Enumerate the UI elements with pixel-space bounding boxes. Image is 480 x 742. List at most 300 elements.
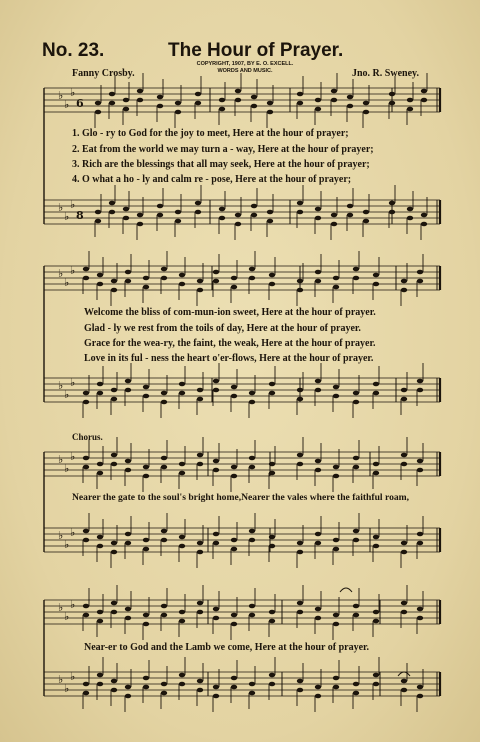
note-head	[315, 694, 321, 699]
note-head	[333, 538, 339, 543]
flat-sign: ♭	[70, 198, 76, 211]
flat-sign: ♭	[58, 673, 64, 686]
note-head	[83, 538, 89, 543]
note-head	[353, 456, 359, 461]
note-head	[231, 685, 237, 690]
chorus-lyric-line: Near-er to God and the Lamb we come, Here at the hour of prayer.	[84, 642, 370, 653]
note-head	[179, 535, 185, 540]
note-head	[401, 397, 407, 402]
note-head	[161, 529, 167, 534]
note-head	[363, 210, 369, 215]
verse-line: Welcome the bliss of com-mun-ion sweet, Here at the hour of prayer.	[84, 307, 376, 318]
note-head	[417, 616, 423, 621]
note-head	[125, 468, 131, 473]
note-head	[373, 282, 379, 287]
note-head	[111, 397, 117, 402]
note-head	[161, 538, 167, 543]
note-head	[235, 98, 241, 103]
note-head	[389, 92, 395, 97]
note-head	[297, 101, 303, 106]
note-head	[175, 101, 181, 106]
note-head	[401, 541, 407, 546]
note-head	[269, 610, 275, 615]
note-head	[347, 213, 353, 218]
note-head	[97, 391, 103, 396]
note-head	[267, 101, 273, 106]
note-head	[401, 679, 407, 684]
note-head	[123, 207, 129, 212]
note-head	[95, 110, 101, 115]
note-head	[125, 379, 131, 384]
note-head	[83, 391, 89, 396]
note-head	[249, 400, 255, 405]
note-head	[125, 532, 131, 537]
note-head	[231, 276, 237, 281]
note-head	[315, 270, 321, 275]
note-head	[111, 388, 117, 393]
note-head	[175, 219, 181, 224]
note-head	[109, 92, 115, 97]
note-head	[179, 619, 185, 624]
note-head	[213, 694, 219, 699]
note-head	[143, 676, 149, 681]
note-head	[231, 538, 237, 543]
note-head	[197, 279, 203, 284]
note-head	[143, 474, 149, 479]
note-head	[347, 104, 353, 109]
note-head	[125, 541, 131, 546]
note-head	[231, 547, 237, 552]
note-head	[179, 682, 185, 687]
note-head	[315, 685, 321, 690]
note-head	[353, 267, 359, 272]
note-head	[353, 613, 359, 618]
verse-line: 4. O what a ho - ly and calm re - pose, Here at the hour of prayer;	[72, 174, 352, 185]
note-head	[111, 462, 117, 467]
note-head	[231, 613, 237, 618]
note-head	[389, 201, 395, 206]
note-head	[417, 694, 423, 699]
verse-line: 2. Eat from the world we may turn a - way, Here at the hour of prayer;	[72, 144, 374, 155]
note-head	[421, 89, 427, 94]
note-head	[111, 279, 117, 284]
note-head	[125, 388, 131, 393]
note-head	[249, 682, 255, 687]
note-head	[179, 471, 185, 476]
note-head	[269, 273, 275, 278]
note-head	[125, 616, 131, 621]
note-head	[97, 462, 103, 467]
note-head	[269, 535, 275, 540]
note-head	[195, 101, 201, 106]
note-head	[83, 276, 89, 281]
note-head	[333, 474, 339, 479]
note-head	[333, 385, 339, 390]
note-head	[109, 201, 115, 206]
note-head	[407, 107, 413, 112]
note-head	[333, 613, 339, 618]
note-head	[161, 400, 167, 405]
note-head	[417, 607, 423, 612]
note-head	[161, 267, 167, 272]
note-head	[297, 201, 303, 206]
note-head	[353, 276, 359, 281]
note-head	[83, 456, 89, 461]
copyright-line: WORDS AND MUSIC.	[217, 68, 273, 74]
flat-sign: ♭	[70, 376, 76, 389]
note-head	[175, 210, 181, 215]
note-head	[269, 282, 275, 287]
note-head	[353, 400, 359, 405]
note-head	[195, 92, 201, 97]
note-head	[331, 213, 337, 218]
note-head	[401, 601, 407, 606]
note-head	[333, 276, 339, 281]
note-head	[373, 391, 379, 396]
note-head	[125, 270, 131, 275]
flat-sign: ♭	[64, 98, 70, 111]
note-head	[175, 110, 181, 115]
note-head	[333, 622, 339, 627]
note-head	[97, 273, 103, 278]
note-head	[373, 610, 379, 615]
note-head	[417, 270, 423, 275]
note-head	[179, 610, 185, 615]
note-head	[213, 279, 219, 284]
note-head	[231, 676, 237, 681]
note-head	[161, 613, 167, 618]
note-head	[111, 453, 117, 458]
note-head	[179, 544, 185, 549]
note-head	[143, 547, 149, 552]
note-head	[363, 110, 369, 115]
note-head	[249, 267, 255, 272]
note-head	[401, 453, 407, 458]
note-head	[219, 207, 225, 212]
note-head	[333, 685, 339, 690]
flat-sign: ♭	[70, 264, 76, 277]
note-head	[231, 622, 237, 627]
note-head	[353, 391, 359, 396]
note-head	[157, 95, 163, 100]
note-head	[195, 201, 201, 206]
note-head	[331, 89, 337, 94]
note-head	[83, 682, 89, 687]
note-head	[297, 462, 303, 467]
flat-sign: ♭	[58, 453, 64, 466]
note-head	[353, 691, 359, 696]
note-head	[123, 98, 129, 103]
note-head	[333, 465, 339, 470]
note-head	[297, 288, 303, 293]
note-head	[269, 462, 275, 467]
note-head	[195, 210, 201, 215]
note-head	[197, 610, 203, 615]
note-head	[249, 391, 255, 396]
note-head	[333, 547, 339, 552]
note-head	[111, 679, 117, 684]
note-head	[235, 89, 241, 94]
note-head	[297, 279, 303, 284]
flat-sign: ♭	[58, 201, 64, 214]
note-head	[373, 544, 379, 549]
note-head	[315, 379, 321, 384]
note-head	[137, 213, 143, 218]
note-head	[213, 685, 219, 690]
note-head	[83, 400, 89, 405]
note-head	[97, 544, 103, 549]
note-head	[213, 459, 219, 464]
note-head	[231, 385, 237, 390]
note-head	[143, 394, 149, 399]
note-head	[297, 610, 303, 615]
copyright-line: COPYRIGHT, 1907, BY E. O. EXCELL.	[196, 61, 294, 67]
note-head	[315, 98, 321, 103]
note-head	[197, 288, 203, 293]
note-head	[111, 601, 117, 606]
note-head	[161, 604, 167, 609]
note-head	[353, 604, 359, 609]
note-head	[219, 216, 225, 221]
note-head	[197, 397, 203, 402]
note-head	[213, 379, 219, 384]
note-head	[315, 459, 321, 464]
verse-line: Love in its ful - ness the heart o'er-flows, Here at the hour of prayer.	[84, 353, 374, 364]
note-head	[143, 538, 149, 543]
note-head	[373, 462, 379, 467]
flat-sign: ♭	[58, 601, 64, 614]
note-head	[297, 210, 303, 215]
flat-sign: ♭	[64, 210, 70, 223]
hymn-number: No. 23.	[42, 40, 105, 61]
note-head	[353, 538, 359, 543]
note-head	[231, 394, 237, 399]
note-head	[197, 541, 203, 546]
flat-sign: ♭	[64, 388, 70, 401]
note-head	[249, 613, 255, 618]
note-head	[125, 694, 131, 699]
note-head	[353, 529, 359, 534]
note-head	[219, 107, 225, 112]
note-head	[137, 98, 143, 103]
note-head	[157, 213, 163, 218]
flat-sign: ♭	[58, 379, 64, 392]
note-head	[331, 98, 337, 103]
flat-sign: ♭	[70, 86, 76, 99]
flat-sign: ♭	[70, 670, 76, 683]
note-head	[267, 110, 273, 115]
note-head	[331, 222, 337, 227]
note-head	[249, 276, 255, 281]
note-head	[161, 391, 167, 396]
note-head	[97, 682, 103, 687]
note-head	[333, 285, 339, 290]
note-head	[407, 207, 413, 212]
hymn-title: The Hour of Prayer.	[168, 40, 344, 61]
note-head	[197, 462, 203, 467]
flat-sign: ♭	[64, 610, 70, 623]
note-head	[143, 285, 149, 290]
verse-line: Glad - ly we rest from the toils of day, Here at the hour of prayer.	[84, 323, 361, 334]
note-head	[179, 462, 185, 467]
note-head	[267, 210, 273, 215]
note-head	[249, 538, 255, 543]
note-head	[95, 101, 101, 106]
note-head	[213, 616, 219, 621]
note-head	[137, 222, 143, 227]
note-head	[231, 465, 237, 470]
flat-sign: ♭	[58, 529, 64, 542]
note-head	[401, 279, 407, 284]
composer-credit: Jno. R. Sweney.	[352, 68, 419, 79]
note-head	[111, 688, 117, 693]
note-head	[249, 456, 255, 461]
flat-sign: ♭	[64, 462, 70, 475]
flat-sign: ♭	[58, 89, 64, 102]
note-head	[161, 682, 167, 687]
note-head	[315, 279, 321, 284]
note-head	[297, 550, 303, 555]
verse-line: 1. Glo - ry to God for the joy to meet, Here at the hour of prayer;	[72, 128, 349, 139]
note-head	[97, 619, 103, 624]
note-head	[407, 98, 413, 103]
note-head	[231, 285, 237, 290]
note-head	[97, 535, 103, 540]
note-head	[213, 270, 219, 275]
author-credit: Fanny Crosby.	[72, 68, 135, 79]
note-head	[157, 104, 163, 109]
note-head	[417, 379, 423, 384]
note-head	[297, 453, 303, 458]
note-head	[401, 610, 407, 615]
note-head	[373, 535, 379, 540]
note-head	[269, 682, 275, 687]
note-head	[97, 382, 103, 387]
note-head	[95, 210, 101, 215]
note-head	[143, 685, 149, 690]
note-head	[179, 391, 185, 396]
flat-sign: ♭	[64, 276, 70, 289]
note-head	[315, 388, 321, 393]
note-head	[179, 282, 185, 287]
note-head	[373, 273, 379, 278]
note-head	[401, 388, 407, 393]
note-head	[109, 101, 115, 106]
note-head	[347, 204, 353, 209]
note-head	[251, 95, 257, 100]
note-head	[417, 532, 423, 537]
note-head	[373, 619, 379, 624]
note-head	[389, 101, 395, 106]
note-head	[297, 541, 303, 546]
note-head	[213, 541, 219, 546]
note-head	[197, 688, 203, 693]
note-head	[143, 622, 149, 627]
note-head	[123, 216, 129, 221]
flat-sign: ♭	[70, 526, 76, 539]
note-head	[347, 95, 353, 100]
note-head	[125, 685, 131, 690]
note-head	[315, 541, 321, 546]
flat-sign: ♭	[64, 682, 70, 695]
note-head	[161, 456, 167, 461]
note-head	[315, 107, 321, 112]
note-head	[213, 532, 219, 537]
time-signature: 6	[76, 97, 84, 110]
note-head	[315, 468, 321, 473]
note-head	[213, 388, 219, 393]
note-head	[161, 691, 167, 696]
note-head	[197, 601, 203, 606]
note-head	[297, 92, 303, 97]
note-head	[157, 204, 163, 209]
note-head	[251, 213, 257, 218]
note-head	[83, 604, 89, 609]
note-head	[333, 394, 339, 399]
note-head	[269, 544, 275, 549]
note-head	[123, 107, 129, 112]
note-head	[161, 276, 167, 281]
note-head	[333, 676, 339, 681]
note-head	[97, 282, 103, 287]
note-head	[143, 385, 149, 390]
note-head	[353, 682, 359, 687]
note-head	[373, 382, 379, 387]
note-head	[197, 388, 203, 393]
note-head	[143, 613, 149, 618]
note-head	[249, 691, 255, 696]
flat-sign: ♭	[70, 598, 76, 611]
note-head	[417, 388, 423, 393]
note-head	[179, 273, 185, 278]
flat-sign: ♭	[58, 267, 64, 280]
note-head	[401, 550, 407, 555]
note-head	[417, 685, 423, 690]
verse-line: 3. Rich are the blessings that all may seek, Here at the hour of prayer;	[72, 159, 370, 170]
note-head	[137, 89, 143, 94]
note-head	[249, 529, 255, 534]
note-head	[315, 532, 321, 537]
note-head	[213, 607, 219, 612]
note-head	[297, 601, 303, 606]
note-head	[83, 691, 89, 696]
note-head	[83, 613, 89, 618]
note-head	[269, 619, 275, 624]
note-head	[249, 604, 255, 609]
note-head	[161, 465, 167, 470]
note-head	[249, 465, 255, 470]
note-head	[125, 279, 131, 284]
note-head	[125, 607, 131, 612]
note-head	[251, 104, 257, 109]
note-head	[109, 210, 115, 215]
note-head	[401, 288, 407, 293]
note-head	[83, 465, 89, 470]
note-head	[373, 682, 379, 687]
note-head	[83, 267, 89, 272]
note-head	[235, 213, 241, 218]
note-head	[353, 465, 359, 470]
note-head	[111, 610, 117, 615]
note-head	[235, 222, 241, 227]
note-head	[297, 397, 303, 402]
note-head	[179, 673, 185, 678]
verse-line: Grace for the wea-ry, the faint, the weak, Here at the hour of prayer.	[84, 338, 376, 349]
note-head	[213, 468, 219, 473]
note-head	[197, 550, 203, 555]
fermata	[398, 672, 410, 676]
note-head	[421, 222, 427, 227]
